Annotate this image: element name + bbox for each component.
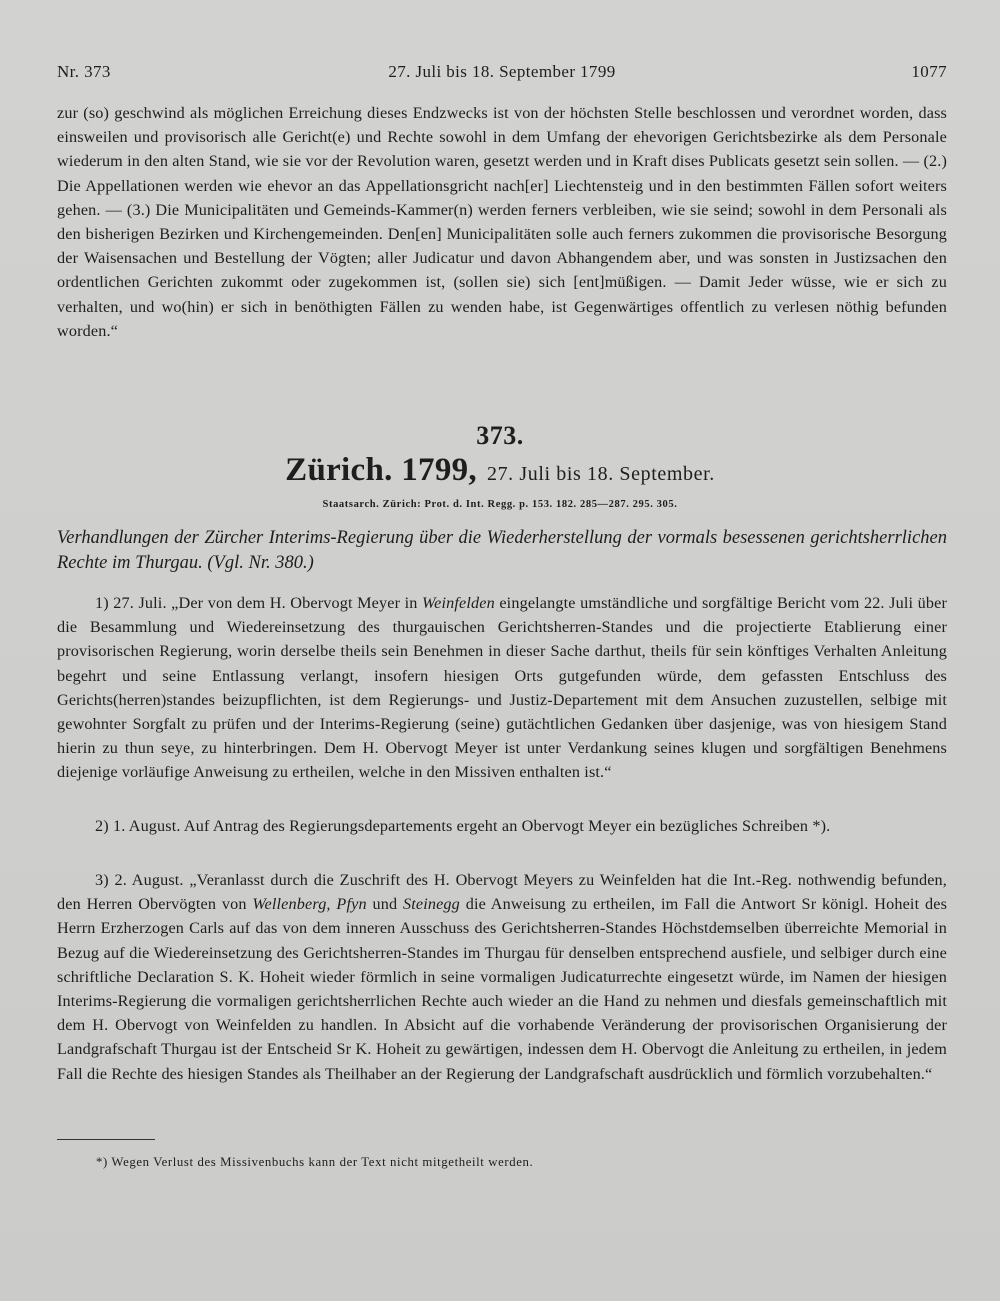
header-page-number: 1077 bbox=[911, 62, 947, 81]
entry-3 bbox=[57, 868, 947, 1086]
page-header bbox=[57, 62, 947, 86]
document-place-year: Zürich. 1799, bbox=[285, 452, 477, 488]
header-date-range: 27. Juli bis 18. September 1799 bbox=[388, 62, 616, 81]
entry-3-text-b: die Anweisung zu ertheilen, im Fall die Antwort Sr königl. Hoheit des Herrn Erzherzogen Carls auf das von dem inneren Ausschuss des Gerichtsherren-Standes Höchstdemselben überreichte Memorial in Bezug auf die Wiedereinsetzung des Gerichtsherren-Standes im Thurgau für denselben entsprechend ausfiele, und selbiger durch eine schriftliche Declaration S. K. Hoheit wieder förmlich in seine vormaligen Judicaturrechte eingesetzt würde, im Namen der hiesigen Interims-Regierung die vormaligen gerichtsherrlichen Rechte auch wieder an die Hand zu nehmen und diesfals gemeinschaftlich mit dem H. Obervogt von Weinfelden zu handlen. In Absicht auf die vorhabende Veränderung der provisorischen Organisierung der Landgrafschaft Thurgau ist der Entscheid Sr K. Hoheit zu gewärtigen, indessen dem H. Obervogt die Anleitung zu ertheilen, in jedem Fall die Rechte des hiesigen Standes als Theilhaber an der Regierung der Landgrafschaft ausdrücklich und förmlich vorzubehalten.“ bbox=[57, 895, 948, 1083]
entry-3-separator: und bbox=[366, 895, 403, 914]
continued-paragraph: zur (so) geschwind als möglichen Erreichung dieses Endzwecks ist von der höchsten Stelle beschlossen und verordnet worden, dass einsweilen und provisorisch alle Gericht(e) und Rechte sowohl in dem Umfang der ehevorigen Gerichtsbezirke als dem Personale wiederum in den alten Stand, wie sie vor der Revolution waren, gesetzt werden und in Kraft dises Publicats gesetzt sein sollen. — (2.) Die Appellationen werden wie ehevor an das Appellationsgricht nach[er] Liechtensteig und in den bestimmten Fällen sofort weiters gehen. — (3.) Die Municipalitäten und Gemeinds-Kammer(n) werden ferners verbleiben, wie sie seind; sowohl in dem Personali als den bisherigen Bezirken und Kirchengemeinden. Den[en] Municipalitäten solle auch ferners zukommen die provisorische Besorgung der Waisensachen und Bestellung der Vögten; aller Judicatur und davon Abhangendem aber, und was sonsten in Justizsachen den ordentlichen Gerichten zukommt oder zugekommen ist, (sollen sie) sich [ent]müßigen. — Damit Jeder wüsse, wie er sich zu verhalten, und wo(hin) er sich in benöthigten Fällen zu wenden habe, ist Gegenwärtiges offentlich zu verlesen nöthig befunden worden.“ bbox=[57, 104, 947, 340]
footnote: *) Wegen Verlust des Missivenbuchs kann der Text nicht mitgetheilt werden. bbox=[96, 1155, 534, 1169]
entry-3-place-2: Pfyn bbox=[336, 895, 367, 914]
entry-3-place-1: Wellenberg, bbox=[252, 895, 331, 914]
entry-1-text-a: 1) 27. Juli. „Der von dem H. Obervogt Meyer in bbox=[95, 594, 423, 612]
entry-2: 2) 1. August. Auf Antrag des Regierungsdepartements ergeht an Obervogt Meyer ein bezügliches Schreiben *). bbox=[95, 817, 831, 835]
entry-3-place-3: Steinegg bbox=[402, 895, 460, 914]
footnote-divider bbox=[57, 1139, 155, 1140]
document-date-range: 27. Juli bis 18. September. bbox=[486, 463, 715, 485]
document-heading bbox=[0, 452, 1000, 489]
entry-1-text-b: eingelangte umständliche und sorgfältige Bericht vom 22. Juli über die Besammlung und Wiedereinsetzung des thurgauischen Gerichtsherren-Standes und die projectierte Etablierung einer provisorischen Regierung, worin derselbe theils sein Benehmen in dieser Sache darthut, theils für sein könftiges Verhalten Anleitung begehrt und seine Entlassung verlangt, insofern hiesigen Orts gutgefunden würde, dem gefassten Entschluss des Gerichts(herren)standes beizupflichten, ist dem Regierungs- und Justiz-Departement mit dem Ansuchen zuzustellen, selbige mit gewohnter Sorgfalt zu prüfen und der Interims-Regierung (seine) gutächtlichen Gedanken über dasjenige, was von hiesigem Stand hierin zu thun seye, zu hinterbringen. Dem H. Obervogt Meyer ist unter Verdankung seines klugen und sorgfältigen Benehmens diejenige vorläufige Anweisung zu ertheilen, welche in den Missiven enthalten ist.“ bbox=[57, 594, 947, 782]
entry-1 bbox=[57, 591, 947, 785]
header-document-number: Nr. 373 bbox=[57, 62, 111, 81]
document-number: 373. bbox=[476, 421, 524, 450]
entry-1-place: Weinfelden bbox=[422, 594, 495, 612]
entry-3-text-a: 3) 2. August. „Veranlasst durch die Zuschrift des H. Obervogt Meyers zu Weinfelden hat die Int.-Reg. nothwendig befunden, den Herren Obervögten von bbox=[57, 871, 947, 914]
archive-reference: Staatsarch. Zürich: Prot. d. Int. Regg. p. 153. 182. 285—287. 295. 305. bbox=[322, 499, 678, 510]
document-summary: Verhandlungen der Zürcher Interims-Regierung über die Wiederherstellung der vormals besessenen gerichtsherrlichen Rechte im Thurgau. (Vgl. Nr. 380.) bbox=[57, 528, 947, 573]
